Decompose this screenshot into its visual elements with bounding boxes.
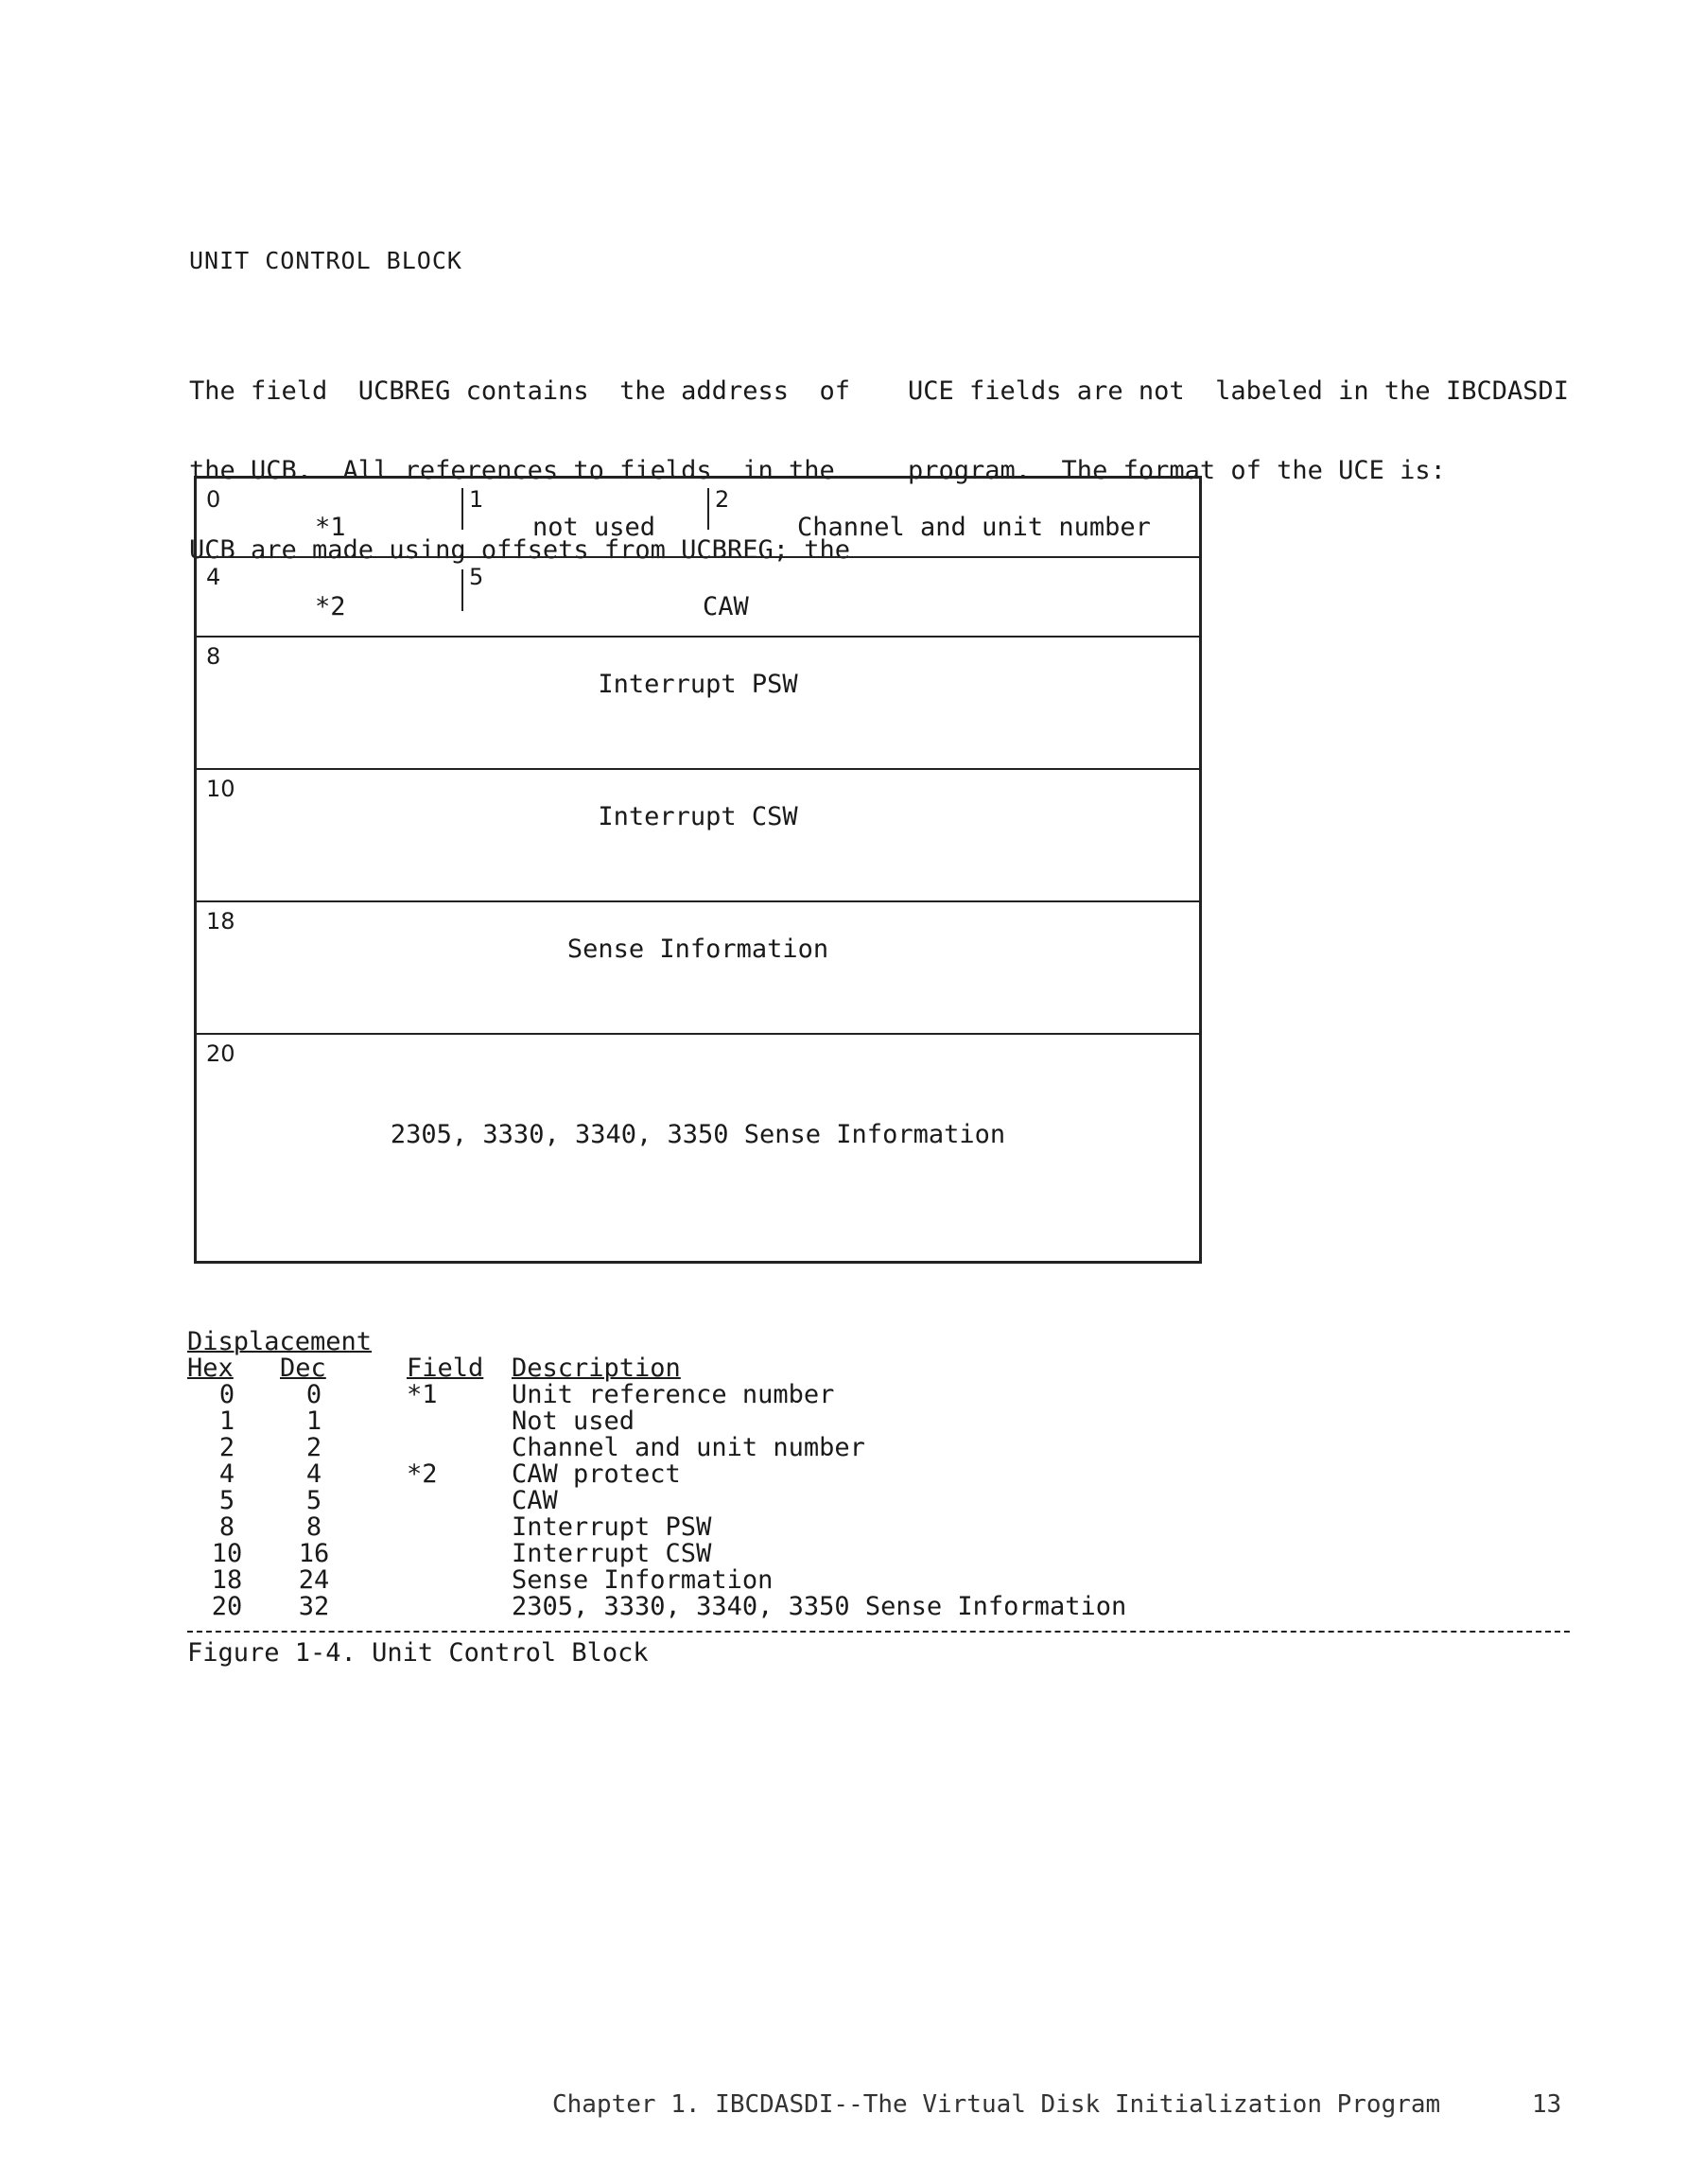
diagram-row xyxy=(197,479,1199,558)
diagram-row xyxy=(197,636,1199,770)
hex-cell: 10 xyxy=(211,1539,243,1568)
field-label: Interrupt PSW xyxy=(598,670,798,699)
field-label: Interrupt CSW xyxy=(598,802,798,831)
hex-cell: 8 xyxy=(218,1512,235,1542)
hex-cell: 20 xyxy=(211,1592,243,1621)
dec-cell: 4 xyxy=(305,1459,322,1489)
description-cell: Interrupt CSW xyxy=(512,1539,712,1568)
figure-caption: Figure 1-4. Unit Control Block xyxy=(187,1638,649,1668)
dec-cell: 5 xyxy=(305,1486,322,1515)
dec-cell: 8 xyxy=(305,1512,322,1542)
dec-cell: 32 xyxy=(298,1592,330,1621)
field-cell: *2 xyxy=(407,1459,438,1489)
description-cell: Channel and unit number xyxy=(512,1433,865,1462)
dec-cell: 16 xyxy=(298,1539,330,1568)
offset-label: 8 xyxy=(206,643,221,670)
section-title: UNIT CONTROL BLOCK xyxy=(189,247,462,274)
dec-cell: 24 xyxy=(298,1565,330,1595)
description-header: Description xyxy=(512,1354,681,1383)
intro-line: the UCB. All references to fields in the xyxy=(189,456,835,485)
intro-line: UCB are made using offsets from UCBREG; the xyxy=(189,535,850,565)
hex-header: Hex xyxy=(187,1354,234,1383)
diagram-row xyxy=(197,1033,1199,1264)
offset-label: 18 xyxy=(206,908,235,935)
field-header: Field xyxy=(407,1354,484,1383)
description-cell: CAW xyxy=(512,1486,558,1515)
field-divider xyxy=(461,488,463,530)
table-divider xyxy=(187,1631,1570,1633)
offset-label: 4 xyxy=(206,564,221,590)
dec-cell: 1 xyxy=(305,1406,322,1436)
dec-header: Dec xyxy=(280,1354,326,1383)
field-label: Channel and unit number xyxy=(797,513,1151,542)
offset-label: 5 xyxy=(469,564,484,590)
field-label: *1 xyxy=(315,513,346,542)
field-label: 2305, 3330, 3340, 3350 Sense Information xyxy=(390,1120,1006,1149)
offset-label: 0 xyxy=(206,486,221,513)
field-cell: *1 xyxy=(407,1380,438,1409)
hex-cell: 1 xyxy=(218,1406,235,1436)
diagram-row xyxy=(197,900,1199,1035)
hex-cell: 0 xyxy=(218,1380,235,1409)
diagram-row xyxy=(197,768,1199,902)
displacement-header: Displacement xyxy=(187,1327,373,1356)
intro-line: UCE fields are not labeled in the IBCDASDI xyxy=(908,376,1569,406)
hex-cell: 18 xyxy=(211,1565,243,1595)
intro-line: The field UCBREG contains the address of xyxy=(189,376,850,406)
page-number: 13 xyxy=(1532,2090,1562,2119)
field-label: *2 xyxy=(315,592,346,621)
hex-cell: 5 xyxy=(218,1486,235,1515)
hex-cell: 4 xyxy=(218,1459,235,1489)
field-label: not used xyxy=(532,513,656,542)
offset-label: 2 xyxy=(715,486,730,513)
field-label: Sense Information xyxy=(566,935,829,964)
description-cell: Interrupt PSW xyxy=(512,1512,712,1542)
dec-cell: 0 xyxy=(305,1380,322,1409)
chapter-footer: Chapter 1. IBCDASDI--The Virtual Disk Initialization Program xyxy=(552,2090,1441,2119)
description-cell: Not used xyxy=(512,1406,635,1436)
ucb-format-diagram xyxy=(194,476,1202,1264)
offset-label: 20 xyxy=(206,1040,235,1067)
intro-line: program. The format of the UCE is: xyxy=(908,456,1446,485)
description-cell: 2305, 3330, 3340, 3350 Sense Information xyxy=(512,1592,1127,1621)
offset-label: 10 xyxy=(206,776,235,802)
description-cell: Unit reference number xyxy=(512,1380,835,1409)
offset-label: 1 xyxy=(469,486,484,513)
field-divider xyxy=(707,488,709,530)
field-label: CAW xyxy=(703,592,749,621)
description-cell: Sense Information xyxy=(512,1565,774,1595)
field-divider xyxy=(461,569,463,611)
hex-cell: 2 xyxy=(218,1433,235,1462)
diagram-row xyxy=(197,556,1199,638)
description-cell: CAW protect xyxy=(512,1459,681,1489)
dec-cell: 2 xyxy=(305,1433,322,1462)
